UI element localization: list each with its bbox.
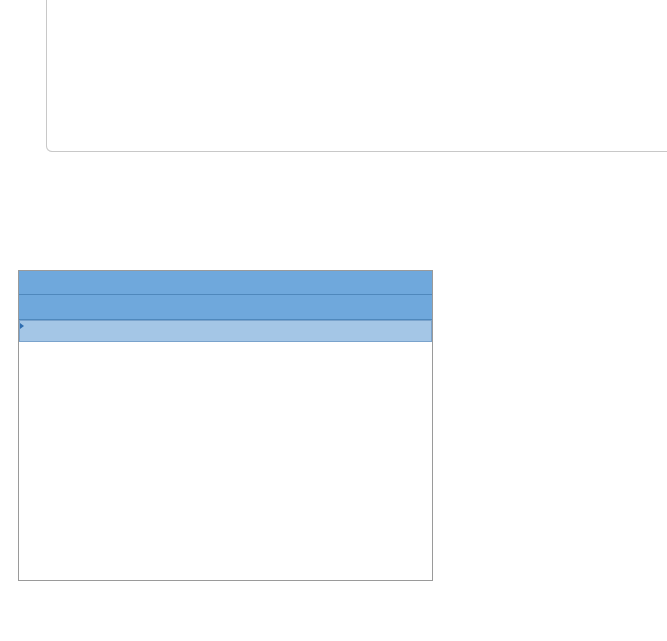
header-divider bbox=[19, 294, 432, 295]
statement-date-row bbox=[19, 320, 432, 342]
date-input[interactable] bbox=[22, 323, 429, 339]
statement-header bbox=[19, 271, 432, 320]
accounts-info-box bbox=[46, 0, 667, 152]
income-statement-form bbox=[18, 270, 433, 581]
